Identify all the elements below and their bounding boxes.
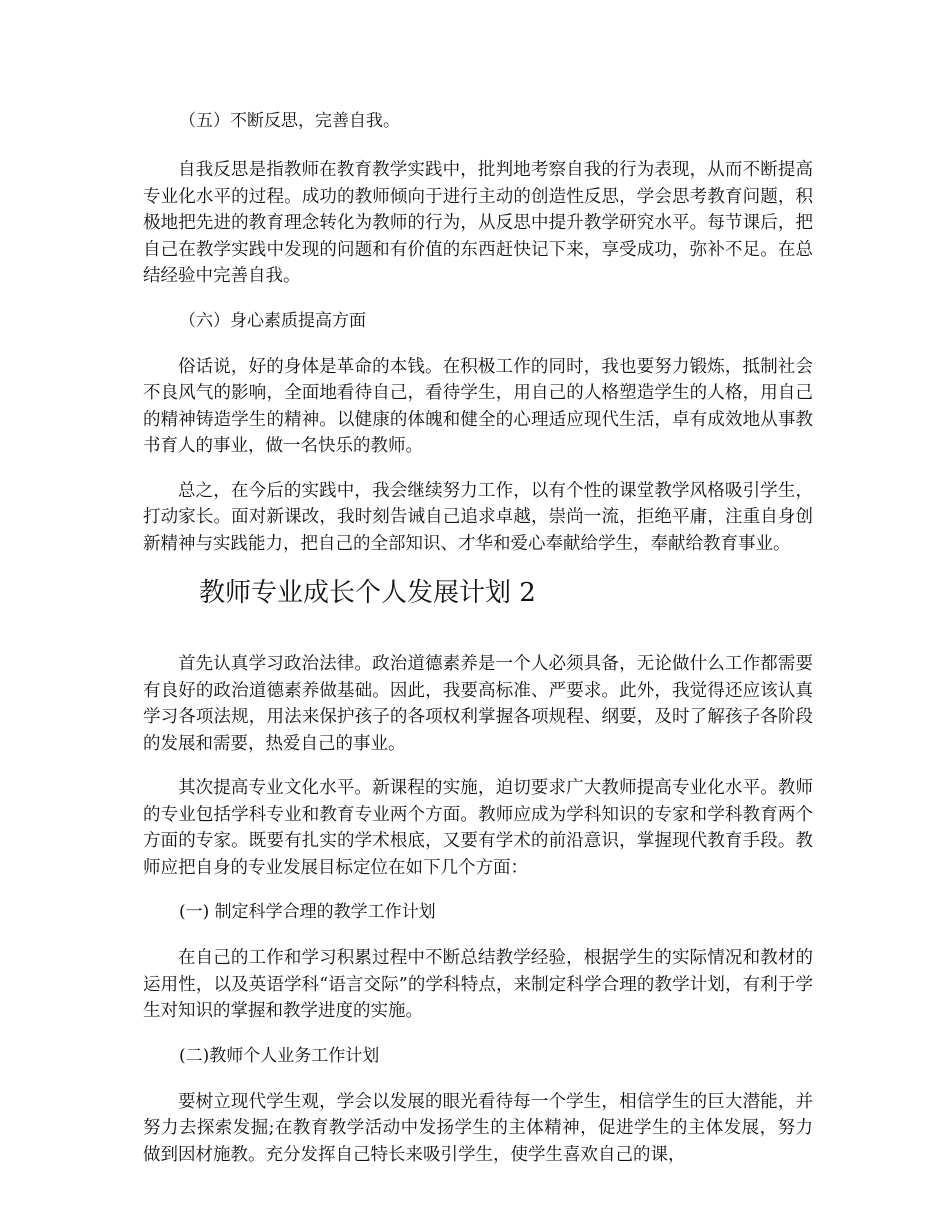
- paragraph-physical-mental: 俗话说，好的身体是革命的本钱。在积极工作的同时，我也要努力锻炼，抵制社会不良风气的影响，全面地看待自己，看待学生，用自己的人格塑造学生的人格，用自己的精神铸造学生的精神。以健康的体魄和健全的心理适应现代生活，卓有成效地从事教书育人的事业，做一名快乐的教师。: [143, 356, 813, 456]
- paragraph-reflection: 自我反思是指教师在教育教学实践中，批判地考察自我的行为表现，从而不断提高专业化水平的过程。成功的教师倾向于进行主动的创造性反思，学会思考教育问题，积极地把先进的教育理念转化为教师的行为，从反思中提升教学研究水平。每节课后，把自己在教学实践中发现的问题和有价值的东西赶快记下来，享受成功，弥补不足。在总结经验中完善自我。: [143, 160, 813, 286]
- subheading-personal-work-plan: (二)教师个人业务工作计划: [179, 1045, 380, 1066]
- section-title: 教师专业成长个人发展计划 2: [199, 578, 536, 608]
- paragraph-conclusion: 总之，在今后的实践中，我会继续努力工作，以有个性的课堂教学风格吸引学生，打动家长。面对新课改，我时刻告诫自己追求卓越，崇尚一流，拒绝平庸，注重自身创新精神与实践能力，把自己的全部知识、才华和爱心奉献给学生，奉献给教育事业。: [143, 480, 813, 554]
- paragraph-personal-work-plan: 要树立现代学生观，学会以发展的眼光看待每一个学生，相信学生的巨大潜能，并努力去探索发掘;在教育教学活动中发扬学生的主体精神，促进学生的主体发展，努力做到因材施教。充分发挥自己特长来吸引学生，使学生喜欢自己的课，: [143, 1091, 813, 1165]
- paragraph-professional-level: 其次提高专业文化水平。新课程的实施，迫切要求广大教师提高专业化水平。教师的专业包括学科专业和教育专业两个方面。教师应成为学科知识的专家和学科教育两个方面的专家。既要有扎实的学术根底，又要有学术的前沿意识，掌握现代教育手段。教师应把自身的专业发展目标定位在如下几个方面：: [143, 778, 813, 878]
- paragraph-politics-law: 首先认真学习政治法律。政治道德素养是一个人必须具备，无论做什么工作都需要有良好的政治道德素养做基础。因此，我要高标准、严要求。此外，我觉得还应该认真学习各项法规，用法来保护孩子的各项权利掌握各项规程、纲要，及时了解孩子各阶段的发展和需要，热爱自己的事业。: [143, 654, 813, 754]
- subheading-reflection: （五）不断反思，完善自我。: [179, 111, 400, 131]
- subheading-teaching-plan: (一) 制定科学合理的教学工作计划: [179, 902, 436, 922]
- document-body: [143, 108, 813, 1186]
- subheading-physical-mental: （六）身心素质提高方面: [179, 310, 366, 331]
- paragraph-teaching-plan: 在自己的工作和学习积累过程中不断总结教学经验，根据学生的实际情况和教材的运用性，以及英语学科“语言交际”的学科特点，来制定科学合理的教学计划，有利于学生对知识的掌握和教学进度的实施。: [143, 948, 813, 1021]
